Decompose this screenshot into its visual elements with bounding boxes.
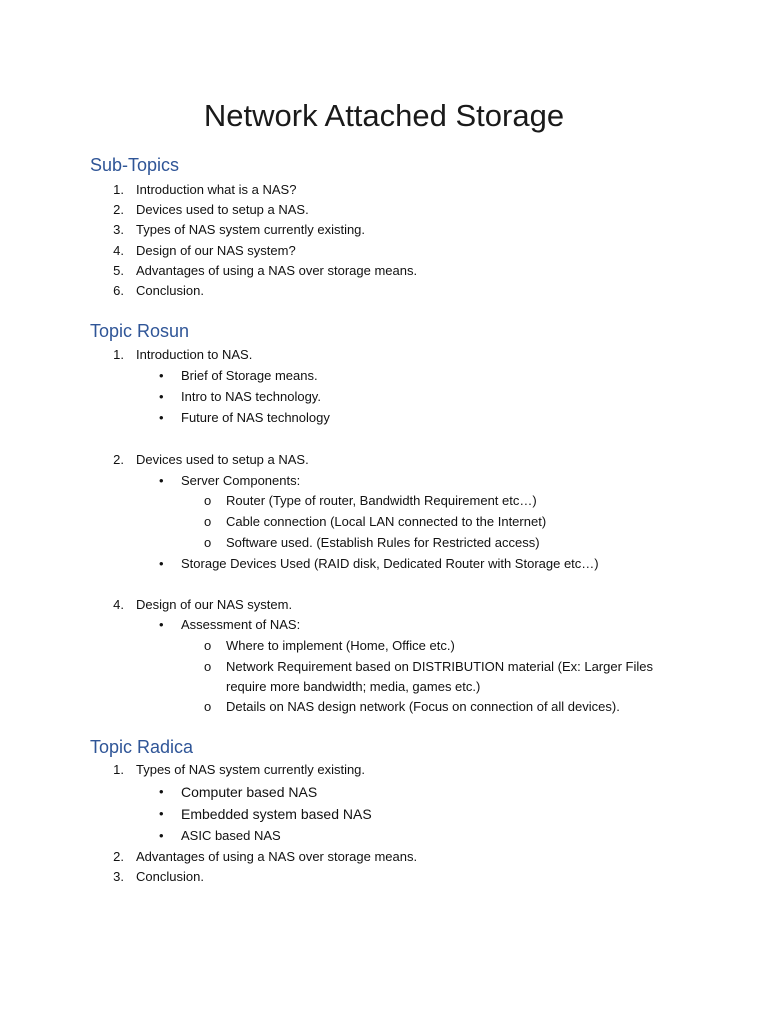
bullet-icon: • [159,473,164,488]
bullet-icon: • [159,828,164,843]
bullet-icon: • [159,368,164,383]
bullet-icon: • [159,389,164,404]
list-number: 2. [113,202,124,217]
list-item-text: Types of NAS system currently existing. [136,762,366,777]
bullet-icon: • [159,556,164,571]
section-heading-topic-radica: Topic Radica [90,737,194,757]
list-item-text: Devices used to setup a NAS. [136,452,309,467]
list-number: 1. [113,762,124,777]
bullet-text: ASIC based NAS [181,828,281,843]
section-heading-sub-topics: Sub-Topics [90,155,180,175]
sub-bullet-text: Router (Type of router, Bandwidth Requirement etc…) [226,493,537,508]
list-item-text: Conclusion. [136,283,204,298]
bullet-text: Intro to NAS technology. [181,389,321,404]
list-item-text: Conclusion. [136,869,204,884]
document-title: Network Attached Storage [203,98,565,133]
bullet-icon: • [159,617,164,632]
circle-bullet-icon: o [204,535,212,550]
bullet-text: Future of NAS technology [181,410,330,425]
list-item-text: Advantages of using a NAS over storage means. [136,849,418,864]
list-number: 1. [113,347,124,362]
list-number: 4. [113,243,124,258]
bullet-icon: • [159,806,164,821]
bullet-text: Embedded system based NAS [181,806,372,822]
list-item-text: Devices used to setup a NAS. [136,202,309,217]
list-number: 3. [113,869,124,884]
list-number: 2. [113,452,124,467]
bullet-icon: • [159,410,164,425]
list-item-text: Types of NAS system currently existing. [136,222,366,237]
list-item-text: Advantages of using a NAS over storage means. [136,263,418,278]
sub-bullet-text: Software used. (Establish Rules for Restricted access) [226,535,540,550]
list-number: 5. [113,263,124,278]
bullet-text: Computer based NAS [181,784,318,800]
list-item-text: Design of our NAS system. [136,597,293,612]
bullet-text: Brief of Storage means. [181,368,318,383]
sub-bullet-text: Where to implement (Home, Office etc.) [226,638,455,653]
list-item-text: Introduction to NAS. [136,347,253,362]
list-number: 4. [113,597,124,612]
list-number: 2. [113,849,124,864]
list-item-text: Introduction what is a NAS? [136,182,297,197]
list-number: 6. [113,283,124,298]
list-item-text: Design of our NAS system? [136,243,296,258]
bullet-text: Assessment of NAS: [181,617,301,632]
sub-bullet-text: Cable connection (Local LAN connected to the Internet) [226,514,547,529]
sub-bullet-text: require more bandwidth; media, games etc.) [226,679,481,694]
sub-bullet-text: Details on NAS design network (Focus on connection of all devices). [226,699,620,714]
bullet-icon: • [159,784,164,799]
sub-bullet-text: Network Requirement based on DISTRIBUTION material (Ex: Larger Files [226,659,653,674]
section-heading-topic-rosun: Topic Rosun [90,321,190,341]
bullet-text: Server Components: [181,473,301,488]
circle-bullet-icon: o [204,493,212,508]
circle-bullet-icon: o [204,699,212,714]
circle-bullet-icon: o [204,659,212,674]
circle-bullet-icon: o [204,638,212,653]
circle-bullet-icon: o [204,514,212,529]
list-number: 1. [113,182,124,197]
list-number: 3. [113,222,124,237]
bullet-text: Storage Devices Used (RAID disk, Dedicated Router with Storage etc…) [181,556,599,571]
